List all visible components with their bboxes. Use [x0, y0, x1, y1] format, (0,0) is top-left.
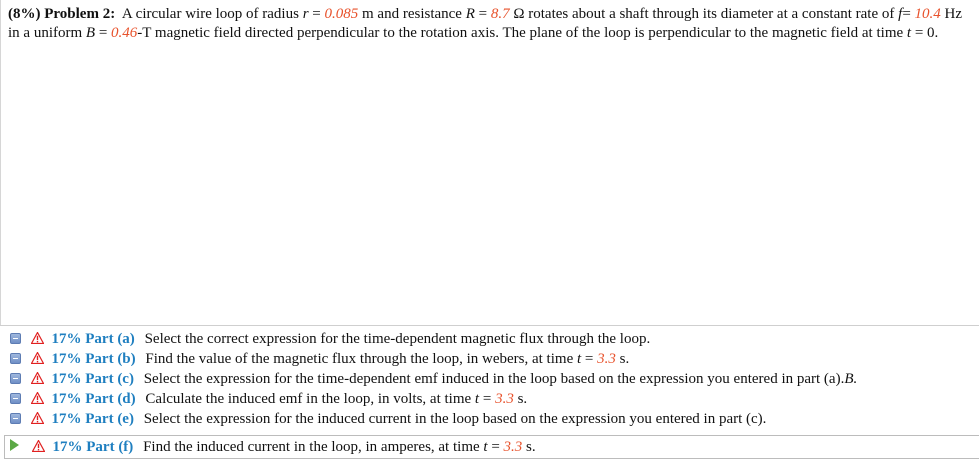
time-value: 3.3: [503, 439, 523, 455]
warning-icon: [31, 332, 44, 344]
part-text: Calculate the induced emf in the loop, in volts, at time: [145, 391, 472, 407]
part-label[interactable]: Part (b): [85, 351, 136, 367]
part-text-tail: B.: [844, 371, 858, 387]
part-weight: 17%: [52, 439, 83, 455]
part-label[interactable]: Part (d): [85, 391, 136, 407]
equals: =: [902, 6, 911, 22]
unit: s.: [526, 439, 536, 455]
equals: =: [478, 6, 488, 22]
equals: =: [98, 25, 108, 41]
unit: s.: [619, 351, 630, 367]
part-label[interactable]: Part (e): [85, 411, 134, 427]
equals: =: [491, 439, 500, 455]
resistance-value: 8.7: [490, 6, 510, 22]
divider: [0, 325, 979, 326]
equals: =: [584, 351, 594, 367]
part-weight: 17%: [51, 411, 82, 427]
part-weight: 17%: [51, 391, 82, 407]
parts-list: [0, 329, 979, 459]
part-label[interactable]: Part (c): [85, 371, 134, 387]
problem-text-5: -T magnetic field directed perpendicular to the rotation axis. The plane of the loop is perpendicular to the magnetic field at time: [137, 25, 904, 41]
part-text: Select the correct expression for the time-dependent magnetic flux through the loop.: [144, 331, 651, 347]
play-arrow-icon[interactable]: [10, 439, 19, 451]
problem-text-2: m and resistance: [362, 6, 462, 22]
expand-collapse-icon[interactable]: [10, 413, 21, 424]
time-variable: t: [483, 439, 488, 455]
part-d[interactable]: [0, 389, 979, 409]
part-label[interactable]: Part (a): [85, 331, 135, 347]
problem-text-6: = 0.: [914, 25, 939, 41]
part-text: Find the induced current in the loop, in amperes, at time: [143, 439, 480, 455]
unit: s.: [517, 391, 528, 407]
part-b[interactable]: [0, 349, 979, 369]
expand-collapse-icon[interactable]: [10, 393, 21, 404]
field-value: 0.46: [111, 25, 138, 41]
problem-text-1: A circular wire loop of radius: [121, 6, 299, 22]
expand-collapse-icon[interactable]: [10, 353, 21, 364]
part-weight: 17%: [51, 331, 82, 347]
warning-icon: [32, 440, 45, 452]
time-value: 3.3: [495, 391, 514, 407]
frequency-value: 10.4: [914, 6, 941, 22]
part-text: Find the value of the magnetic flux through the loop, in webers, at time: [145, 351, 574, 367]
equals: =: [482, 391, 492, 407]
left-rule: [0, 0, 1, 325]
part-text: Select the expression for the induced current in the loop based on the expression you entered in part (c).: [143, 411, 767, 427]
time-variable: t: [576, 351, 582, 367]
frequency-variable: f: [898, 6, 903, 22]
part-c[interactable]: [0, 369, 979, 389]
warning-icon: [31, 412, 44, 424]
equals: =: [312, 6, 321, 22]
part-a[interactable]: [0, 329, 979, 349]
problem-weight: (8%): [8, 6, 41, 22]
part-f[interactable]: [4, 435, 979, 459]
field-variable: B: [85, 25, 96, 41]
radius-value: 0.085: [324, 6, 359, 22]
part-label[interactable]: Part (f): [86, 439, 134, 455]
problem-text-4: Hz in a uniform: [8, 6, 963, 41]
part-e[interactable]: [0, 409, 979, 429]
time-variable: t: [906, 25, 912, 41]
part-weight: 17%: [51, 371, 82, 387]
warning-icon: [31, 372, 44, 384]
time-variable: t: [474, 391, 480, 407]
part-text: Select the expression for the time-dependent emf induced in the loop based on the expression you entered in part (a).: [143, 371, 845, 387]
expand-collapse-icon[interactable]: [10, 373, 21, 384]
expand-collapse-icon[interactable]: [10, 333, 21, 344]
warning-icon: [31, 352, 44, 364]
part-weight: 17%: [51, 351, 82, 367]
time-value: 3.3: [597, 351, 616, 367]
warning-icon: [31, 392, 44, 404]
problem-statement: [8, 5, 968, 43]
problem-label: Problem 2:: [44, 6, 116, 22]
problem-text-3: Ω rotates about a shaft through its diameter at a constant rate of: [513, 6, 895, 22]
radius-variable: r: [302, 6, 309, 22]
resistance-variable: R: [465, 6, 475, 22]
